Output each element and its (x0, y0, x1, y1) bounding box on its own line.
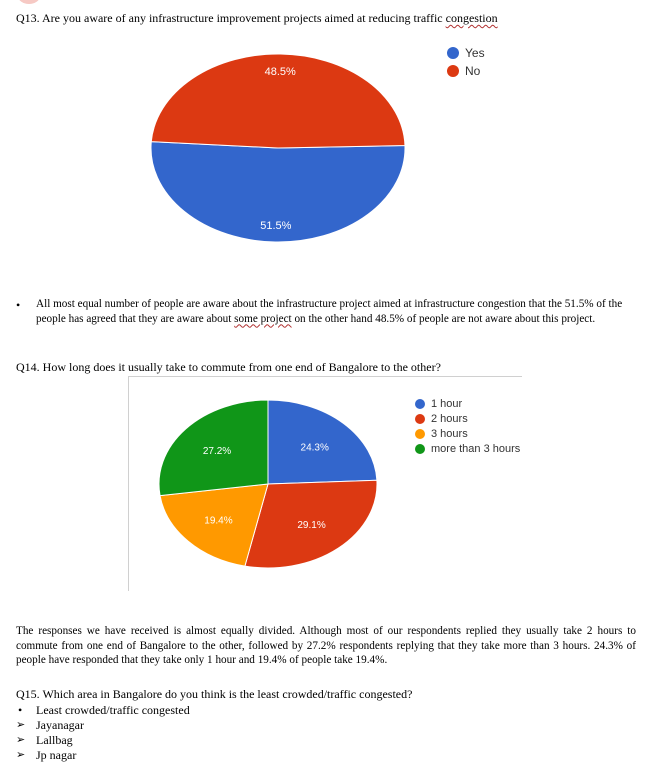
legend-more-than-3-hours-swatch (415, 444, 425, 454)
slice-label: 51.5% (260, 220, 292, 233)
q13-question-tail: congestion (445, 11, 498, 25)
legend-2-hours-label: 2 hours (431, 413, 468, 425)
pie-chart-q14 (0, 378, 649, 593)
q13-question: Q13. Are you aware of any infrastructure improvement projects aimed at reducing traffic congestion (16, 11, 498, 25)
legend-yes (447, 46, 485, 60)
arrow-icon: ➢ (16, 734, 26, 746)
legend-more-than-3-hours-label: more than 3 hours (431, 443, 521, 455)
q13-note-part1: All most equal number of people are aware about the infrastructure project aimed at infrastructure congestion that the 51.5% of the people has agreed that they are aware about (36, 298, 623, 325)
legend-1-hour (415, 398, 462, 410)
list-item: Least crowded/traffic congested (36, 703, 190, 717)
slice-label: 19.4% (204, 515, 233, 527)
arrow-icon: ➢ (16, 719, 26, 731)
slice-label: 24.3% (300, 442, 329, 454)
q13-note (36, 297, 636, 326)
q13-note-part2: on the other hand 48.5% of people are not aware about this project. (294, 312, 596, 325)
list-item: Lallbag (36, 733, 73, 747)
legend-no-swatch (447, 65, 459, 77)
q14-note: The responses we have received is almost equally divided. Although most of our respondents replied they usually take 2 hours to commute from one end of Bangalore to the other, followed by 27.2% respondents replying that they take more than 3 hours. 24.3% of people have responded that they take only 1 hour and 19.4% of people take 19.4%. (16, 625, 636, 666)
legend-yes-label: Yes (465, 46, 485, 60)
legend-2-hours-swatch (415, 414, 425, 424)
slice-label: 48.5% (264, 65, 296, 78)
list-item: Jp nagar (36, 748, 77, 762)
legend-3-hours-label: 3 hours (431, 428, 468, 440)
q14-question: Q14. How long does it usually take to commute from one end of Bangalore to the other? (16, 360, 441, 374)
legend-3-hours (415, 428, 468, 440)
pie-chart-q13 (0, 25, 649, 285)
header-decoration (0, 0, 649, 6)
list-item: Jayanagar (36, 718, 84, 732)
arrow-icon: ➢ (16, 749, 26, 761)
legend-1-hour-swatch (415, 399, 425, 409)
legend-2-hours (415, 413, 468, 425)
legend-more-than-3-hours (415, 443, 520, 455)
slice-label: 27.2% (202, 445, 232, 457)
legend-3-hours-swatch (415, 429, 425, 439)
q14-rule (128, 376, 522, 377)
q15-bullet: • (18, 703, 23, 717)
legend-1-hour-label: 1 hour (431, 398, 463, 410)
q13-note-wavy: some project (234, 312, 292, 325)
q15-question: Q15. Which area in Bangalore do you think is the least crowded/traffic congested? (16, 687, 413, 701)
legend-no (447, 64, 480, 78)
q13-note-bullet: • (16, 298, 21, 312)
legend-yes-swatch (447, 47, 459, 59)
slice-label: 29.1% (297, 519, 326, 531)
legend-no-label: No (465, 64, 481, 78)
